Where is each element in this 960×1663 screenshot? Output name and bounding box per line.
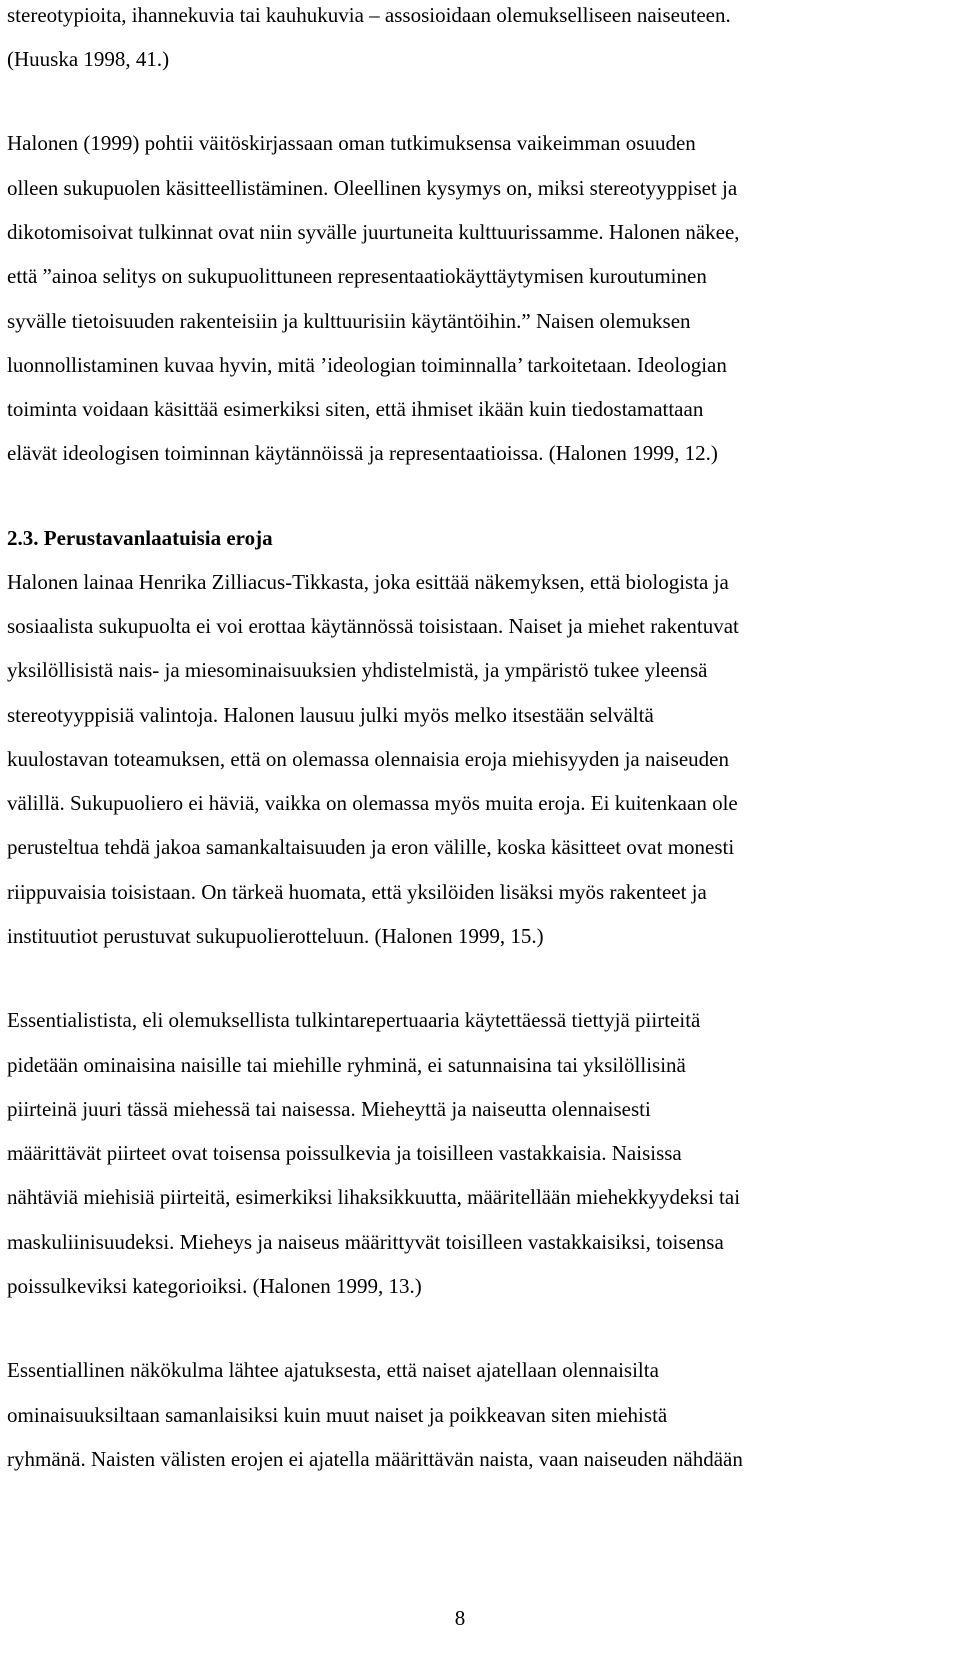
body-text-line: perusteltua tehdä jakoa samankaltaisuuden ja eron välille, koska käsitteet ovat monesti: [7, 835, 735, 859]
body-text-line: dikotomisoivat tulkinnat ovat niin syvälle juurtuneita kulttuurissamme. Halonen näkee,: [7, 220, 740, 244]
body-text-line: maskuliinisuudeksi. Mieheys ja naiseus määrittyvät toisilleen vastakkaisiksi, toisensa: [7, 1230, 724, 1254]
body-text-line: että ”ainoa selitys on sukupuolittuneen representaatiokäyttäytymisen kuroutuminen: [7, 264, 707, 288]
section-heading: 2.3. Perustavanlaatuisia eroja: [7, 526, 273, 550]
body-text-line: instituutiot perustuvat sukupuolierotteluun. (Halonen 1999, 15.): [7, 924, 544, 948]
body-text-line: olleen sukupuolen käsitteellistäminen. Oleellinen kysymys on, miksi stereotyyppiset ja: [7, 176, 738, 200]
body-text-line: ominaisuuksiltaan samanlaisiksi kuin muut naiset ja poikkeavan siten miehistä: [7, 1403, 668, 1427]
body-text-line: Essentiallinen näkökulma lähtee ajatuksesta, että naiset ajatellaan olennaisilta: [7, 1358, 659, 1382]
body-text-line: syvälle tietoisuuden rakenteisiin ja kulttuurisiin käytäntöihin.” Naisen olemuksen: [7, 309, 691, 333]
body-text-line: toiminta voidaan käsittää esimerkiksi siten, että ihmiset ikään kuin tiedostamattaan: [7, 397, 704, 421]
body-text-line: pidetään ominaisina naisille tai miehille ryhminä, ei satunnaisina tai yksilöllisinä: [7, 1053, 686, 1077]
body-text-line: Halonen lainaa Henrika Zilliacus-Tikkasta, joka esittää näkemyksen, että biologista ja: [7, 570, 729, 594]
body-text-line: Essentialistista, eli olemuksellista tulkintarepertuaaria käytettäessä tiettyjä piirteitä: [7, 1008, 701, 1032]
body-text-line: luonnollistaminen kuvaa hyvin, mitä ’ideologian toiminnalla’ tarkoitetaan. Ideologian: [7, 353, 727, 377]
body-text-line: riippuvaisia toisistaan. On tärkeä huomata, että yksilöiden lisäksi myös rakenteet ja: [7, 880, 707, 904]
body-text-line: stereotypioita, ihannekuvia tai kauhukuvia – assosioidaan olemukselliseen naiseuteen.: [7, 3, 731, 27]
body-text-line: ryhmänä. Naisten välisten erojen ei ajatella määrittävän naista, vaan naiseuden nähdään: [7, 1447, 743, 1471]
body-text-line: sosiaalista sukupuolta ei voi erottaa käytännössä toisistaan. Naiset ja miehet rakentuvat: [7, 614, 739, 638]
body-text-line: välillä. Sukupuoliero ei häviä, vaikka on olemassa myös muita eroja. Ei kuitenkaan ole: [7, 791, 738, 815]
body-text-line: (Huuska 1998, 41.): [7, 47, 170, 71]
body-text-line: poissulkeviksi kategorioiksi. (Halonen 1999, 13.): [7, 1274, 422, 1298]
body-text-line: määrittävät piirteet ovat toisensa poissulkevia ja toisilleen vastakkaisia. Naisissa: [7, 1141, 682, 1165]
body-text-line: elävät ideologisen toiminnan käytännöissä ja representaatioissa. (Halonen 1999, 12.): [7, 441, 718, 465]
body-text-line: yksilöllisistä nais- ja miesominaisuuksien yhdistelmistä, ja ympäristö tukee yleensä: [7, 658, 708, 682]
body-text-line: nähtäviä miehisiä piirteitä, esimerkiksi lihaksikkuutta, määritellään miehekkyydeksi tai: [7, 1185, 741, 1209]
body-text-line: piirteinä juuri tässä miehessä tai naisessa. Mieheyttä ja naiseutta olennaisesti: [7, 1097, 651, 1121]
body-text-line: Halonen (1999) pohtii väitöskirjassaan oman tutkimuksensa vaikeimman osuuden: [7, 131, 696, 155]
body-text-line: stereotyyppisiä valintoja. Halonen lausuu julki myös melko itsestään selvältä: [7, 703, 654, 727]
page-number: 8: [454, 1606, 466, 1630]
body-text-line: kuulostavan toteamuksen, että on olemassa olennaisia eroja miehisyyden ja naiseuden: [7, 747, 729, 771]
